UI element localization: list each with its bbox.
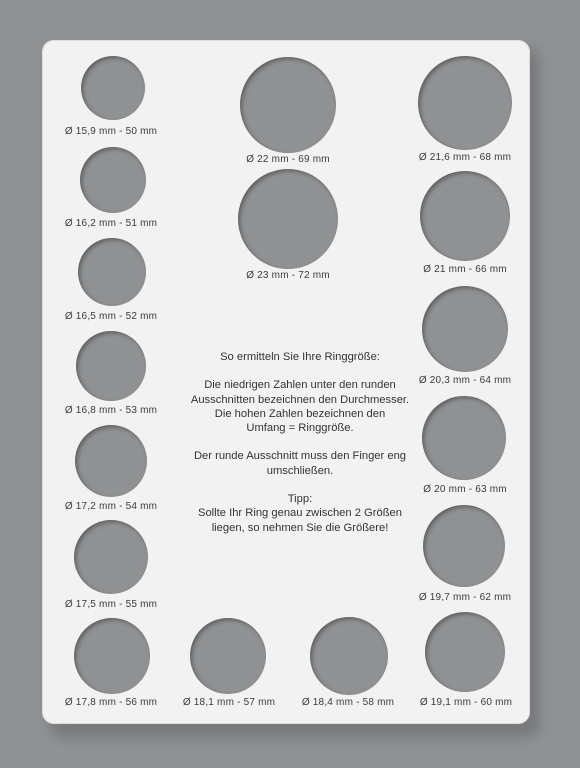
size-label-20: Ø 20 mm - 63 mm [423,484,507,495]
size-label-19-1: Ø 19,1 mm - 60 mm [419,697,513,708]
instructions-line: Die niedrigen Zahlen unter den runden [204,379,396,392]
size-label-17-2: Ø 17,2 mm - 54 mm [64,501,158,512]
tip-line: liegen, so nehmen Sie die Größere! [211,521,389,534]
ring-hole-16-5 [78,238,146,306]
size-label-21: Ø 21 mm - 66 mm [423,264,507,275]
tip-title: Tipp: [287,493,313,506]
size-label-16-5: Ø 16,5 mm - 52 mm [64,311,158,322]
ring-hole-20-3 [422,286,508,372]
ring-hole-15-9 [81,56,145,120]
ring-hole-22 [240,57,336,153]
ring-hole-18-1 [190,618,266,694]
instructions-heading: So ermitteln Sie Ihre Ringgröße: [220,351,380,363]
ring-hole-21 [420,171,510,261]
instructions-line: Der runde Ausschnitt muss den Finger eng [193,450,407,463]
tip-line: Sollte Ihr Ring genau zwischen 2 Größen [198,507,402,520]
instructions-line: Die hohen Zahlen bezeichnen den [214,407,386,420]
ring-hole-17-5 [74,520,148,594]
size-label-16-8: Ø 16,8 mm - 53 mm [64,405,158,416]
instructions-line: Umfang = Ringgröße. [246,422,354,435]
size-label-18-1: Ø 18,1 mm - 57 mm [182,697,276,708]
size-label-19-7: Ø 19,7 mm - 62 mm [418,592,512,603]
ring-hole-21-6 [418,56,512,150]
size-label-23: Ø 23 mm - 72 mm [246,270,330,281]
instructions-line: umschließen. [266,464,334,477]
instructions [180,350,420,549]
size-label-17-8: Ø 17,8 mm - 56 mm [64,697,158,708]
size-label-21-6: Ø 21,6 mm - 68 mm [418,152,512,163]
ring-hole-19-1 [425,612,505,692]
ring-hole-16-8 [76,331,146,401]
size-label-22: Ø 22 mm - 69 mm [246,154,330,165]
ring-hole-23 [238,169,338,269]
ring-hole-17-2 [75,425,147,497]
ring-hole-19-7 [423,505,505,587]
size-label-18-4: Ø 18,4 mm - 58 mm [301,697,395,708]
ring-hole-16-2 [80,147,146,213]
ring-hole-17-8 [74,618,150,694]
size-label-20-3: Ø 20,3 mm - 64 mm [418,375,512,386]
ring-hole-18-4 [310,617,388,695]
instructions-line: Ausschnitten bezeichnen den Durchmesser. [190,393,410,406]
size-label-16-2: Ø 16,2 mm - 51 mm [64,218,158,229]
ring-hole-20 [422,396,506,480]
size-label-17-5: Ø 17,5 mm - 55 mm [64,599,158,610]
size-label-15-9: Ø 15,9 mm - 50 mm [64,126,158,137]
